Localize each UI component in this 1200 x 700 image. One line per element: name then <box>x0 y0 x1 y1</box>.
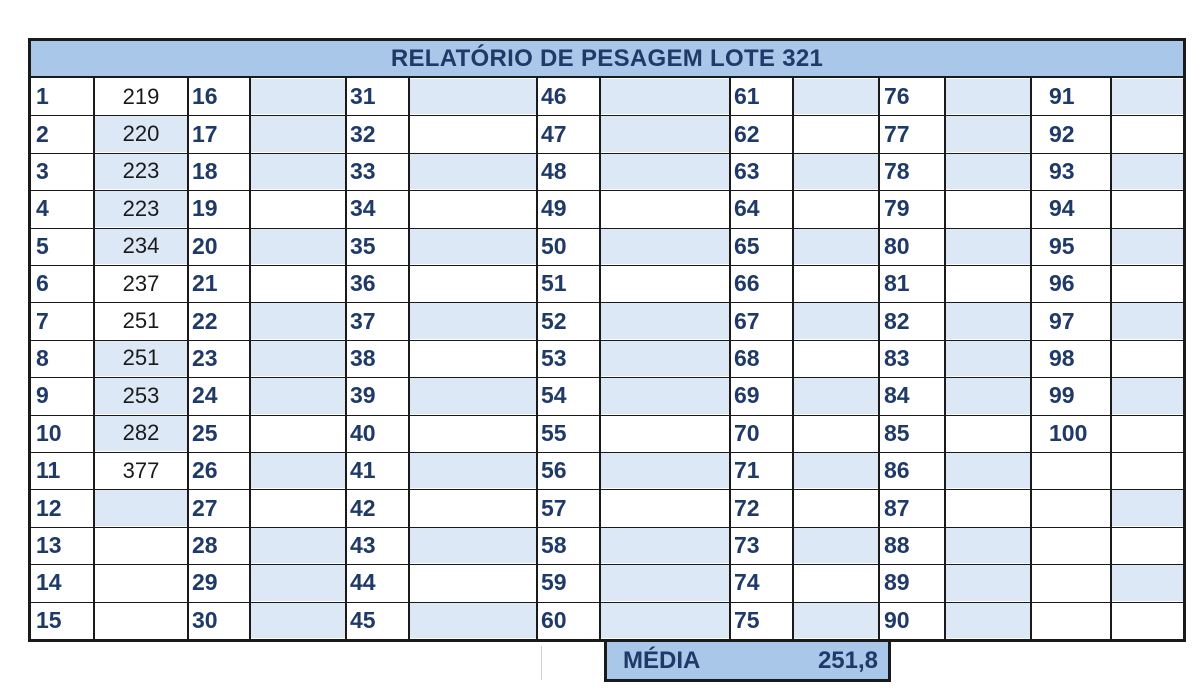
entry-number: 72 <box>734 494 760 521</box>
entry-number: 45 <box>350 606 376 633</box>
entry-weight <box>1112 303 1183 338</box>
entry-number: 95 <box>1049 232 1075 259</box>
entry-weight <box>1112 341 1183 376</box>
entry-number: 87 <box>884 494 910 521</box>
entry-number: 65 <box>734 232 760 259</box>
entry-weight <box>601 490 729 525</box>
entry-weight <box>946 266 1030 301</box>
entry-weight <box>1112 79 1183 114</box>
entry-weight: 234 <box>95 229 187 264</box>
entry-number: 31 <box>350 83 376 110</box>
row-divider <box>31 452 1183 453</box>
entry-number: 69 <box>734 382 760 409</box>
entry-weight <box>601 378 729 413</box>
entry-weight <box>601 416 729 451</box>
entry-number: 85 <box>884 419 910 446</box>
entry-weight <box>601 116 729 151</box>
entry-weight <box>946 453 1030 488</box>
entry-weight <box>95 565 187 600</box>
entry-number <box>1044 527 1110 564</box>
entry-number: 6 <box>36 270 49 297</box>
entry-number: 99 <box>1049 382 1075 409</box>
entry-weight <box>946 191 1030 226</box>
column-divider <box>599 78 601 639</box>
entry-weight <box>251 191 345 226</box>
row-divider <box>31 302 1183 303</box>
column-divider <box>93 78 95 639</box>
entry-weight <box>251 266 345 301</box>
entry-weight <box>410 191 536 226</box>
entry-number: 41 <box>350 457 376 484</box>
entry-weight <box>1112 378 1183 413</box>
entry-weight <box>251 528 345 563</box>
column-divider <box>1030 78 1032 639</box>
entry-weight <box>1112 490 1183 525</box>
entry-number: 78 <box>884 157 910 184</box>
entry-number: 16 <box>192 83 218 110</box>
entry-weight <box>410 341 536 376</box>
entry-weight <box>946 229 1030 264</box>
entry-number: 75 <box>734 606 760 633</box>
entry-weight <box>251 79 345 114</box>
entry-weight <box>1112 603 1183 638</box>
entry-weight <box>410 79 536 114</box>
entry-number: 29 <box>192 569 218 596</box>
entry-weight <box>95 528 187 563</box>
faint-divider <box>541 646 542 680</box>
entry-number: 26 <box>192 457 218 484</box>
entry-weight <box>1112 565 1183 600</box>
entry-weight <box>410 565 536 600</box>
entry-weight <box>601 303 729 338</box>
entry-weight <box>95 490 187 525</box>
entry-weight: 223 <box>95 191 187 226</box>
entry-weight <box>794 79 878 114</box>
entry-weight <box>946 154 1030 189</box>
entry-weight <box>794 565 878 600</box>
entry-number: 25 <box>192 419 218 446</box>
entry-weight <box>95 603 187 638</box>
entry-weight <box>601 341 729 376</box>
entry-weight <box>794 453 878 488</box>
entry-number: 79 <box>884 195 910 222</box>
entry-weight <box>1112 266 1183 301</box>
entry-weight <box>410 416 536 451</box>
entry-number: 47 <box>541 120 567 147</box>
entry-weight <box>601 79 729 114</box>
row-divider <box>31 115 1183 116</box>
entry-number: 88 <box>884 531 910 558</box>
entry-weight: 219 <box>122 83 160 109</box>
entry-weight <box>794 229 878 264</box>
entry-weight <box>251 490 345 525</box>
entry-number: 73 <box>734 531 760 558</box>
entry-weight <box>794 154 878 189</box>
column-divider <box>792 78 794 639</box>
entry-weight <box>251 565 345 600</box>
entry-number: 28 <box>192 531 218 558</box>
entry-weight <box>946 603 1030 638</box>
entry-weight <box>410 490 536 525</box>
entry-weight <box>794 490 878 525</box>
entry-weight <box>794 416 878 451</box>
entry-weight <box>251 116 345 151</box>
entry-number: 54 <box>541 382 567 409</box>
row-divider <box>31 190 1183 191</box>
entry-weight <box>1112 416 1183 451</box>
entry-number: 8 <box>36 344 49 371</box>
row-divider <box>31 564 1183 565</box>
entry-weight <box>410 528 536 563</box>
weighing-grid <box>31 78 1183 639</box>
entry-weight <box>601 229 729 264</box>
entry-weight <box>946 490 1030 525</box>
entry-weight: 251 <box>122 308 160 334</box>
entry-weight <box>410 303 536 338</box>
entry-weight <box>601 528 729 563</box>
row-divider <box>31 228 1183 229</box>
row-divider <box>31 377 1183 378</box>
entry-weight: 220 <box>95 116 187 151</box>
entry-weight <box>251 154 345 189</box>
entry-number: 57 <box>541 494 567 521</box>
entry-number <box>1044 602 1110 639</box>
entry-weight <box>251 378 345 413</box>
entry-weight <box>1112 528 1183 563</box>
entry-number: 76 <box>884 83 910 110</box>
entry-number: 44 <box>350 569 376 596</box>
entry-number: 86 <box>884 457 910 484</box>
entry-number: 83 <box>884 344 910 371</box>
entry-weight <box>410 603 536 638</box>
entry-number: 82 <box>884 307 910 334</box>
entry-number: 89 <box>884 569 910 596</box>
entry-number: 42 <box>350 494 376 521</box>
entry-number: 60 <box>541 606 567 633</box>
entry-weight <box>251 603 345 638</box>
column-divider <box>1110 78 1112 639</box>
entry-weight <box>601 154 729 189</box>
entry-number: 68 <box>734 344 760 371</box>
entry-number: 93 <box>1049 157 1075 184</box>
entry-weight <box>410 453 536 488</box>
entry-weight <box>410 378 536 413</box>
entry-number: 39 <box>350 382 376 409</box>
entry-number: 92 <box>1049 120 1075 147</box>
entry-number: 2 <box>36 120 49 147</box>
weighing-report-table <box>28 38 1186 642</box>
entry-weight: 237 <box>122 270 160 296</box>
entry-weight <box>794 191 878 226</box>
entry-number: 59 <box>541 569 567 596</box>
entry-number: 9 <box>36 382 49 409</box>
row-divider <box>31 265 1183 266</box>
entry-weight: 251 <box>95 341 187 376</box>
entry-weight <box>946 116 1030 151</box>
entry-number: 13 <box>36 531 62 558</box>
entry-number: 10 <box>36 419 62 446</box>
entry-number: 63 <box>734 157 760 184</box>
entry-number: 32 <box>350 120 376 147</box>
entry-weight <box>601 453 729 488</box>
row-divider <box>31 527 1183 528</box>
entry-weight: 223 <box>95 154 187 189</box>
entry-number: 84 <box>884 382 910 409</box>
entry-number: 22 <box>192 307 218 334</box>
entry-number: 50 <box>541 232 567 259</box>
entry-number: 14 <box>36 569 62 596</box>
entry-number: 100 <box>1049 419 1088 446</box>
entry-number: 12 <box>36 494 62 521</box>
entry-weight <box>251 341 345 376</box>
entry-number: 53 <box>541 344 567 371</box>
entry-number: 43 <box>350 531 376 558</box>
entry-weight <box>410 116 536 151</box>
entry-number: 33 <box>350 157 376 184</box>
entry-weight <box>601 603 729 638</box>
row-divider <box>31 489 1183 490</box>
entry-number: 34 <box>350 195 376 222</box>
entry-number: 51 <box>541 270 567 297</box>
entry-number: 38 <box>350 344 376 371</box>
entry-number: 58 <box>541 531 567 558</box>
entry-weight <box>794 378 878 413</box>
entry-number: 70 <box>734 419 760 446</box>
entry-weight <box>946 528 1030 563</box>
entry-number: 94 <box>1049 195 1075 222</box>
report-title: RELATÓRIO DE PESAGEM LOTE 321 <box>31 41 1183 78</box>
entry-weight <box>794 528 878 563</box>
entry-number: 17 <box>192 120 218 147</box>
entry-number: 98 <box>1049 344 1075 371</box>
entry-weight <box>946 565 1030 600</box>
average-value: 251,8 <box>817 646 878 674</box>
entry-weight <box>251 229 345 264</box>
entry-number: 90 <box>884 606 910 633</box>
entry-number: 77 <box>884 120 910 147</box>
entry-weight <box>1112 154 1183 189</box>
entry-number: 23 <box>192 344 218 371</box>
entry-number: 67 <box>734 307 760 334</box>
entry-number: 46 <box>541 83 567 110</box>
entry-number: 19 <box>192 195 218 222</box>
entry-number: 64 <box>734 195 760 222</box>
entry-weight <box>794 116 878 151</box>
entry-number: 7 <box>36 307 49 334</box>
entry-weight <box>410 154 536 189</box>
entry-weight: 282 <box>95 416 187 451</box>
entry-number: 97 <box>1049 307 1075 334</box>
row-divider <box>31 602 1183 603</box>
entry-number: 1 <box>36 83 49 110</box>
entry-number: 66 <box>734 270 760 297</box>
entry-number <box>1044 564 1110 601</box>
entry-number: 18 <box>192 157 218 184</box>
entry-number: 81 <box>884 270 910 297</box>
row-divider <box>31 340 1183 341</box>
entry-number <box>1044 489 1110 526</box>
entry-weight <box>251 303 345 338</box>
entry-weight <box>410 266 536 301</box>
entry-weight <box>601 266 729 301</box>
entry-number: 37 <box>350 307 376 334</box>
entry-number: 40 <box>350 419 376 446</box>
entry-weight <box>410 229 536 264</box>
column-divider <box>408 78 410 639</box>
entry-number: 52 <box>541 307 567 334</box>
entry-number: 91 <box>1049 83 1075 110</box>
row-divider <box>31 153 1183 154</box>
entry-number: 27 <box>192 494 218 521</box>
entry-number: 11 <box>36 457 61 484</box>
entry-weight <box>251 453 345 488</box>
entry-number <box>1044 452 1110 489</box>
entry-number: 48 <box>541 157 567 184</box>
average-summary <box>604 642 891 682</box>
entry-weight <box>794 603 878 638</box>
column-divider <box>944 78 946 639</box>
entry-number: 15 <box>36 606 62 633</box>
entry-number: 20 <box>192 232 218 259</box>
entry-weight <box>946 416 1030 451</box>
entry-weight <box>946 79 1030 114</box>
entry-number: 3 <box>36 157 49 184</box>
column-divider <box>249 78 251 639</box>
entry-weight: 253 <box>95 378 187 413</box>
entry-number: 71 <box>734 457 760 484</box>
entry-weight <box>1112 453 1183 488</box>
entry-number: 36 <box>350 270 376 297</box>
entry-number: 4 <box>36 195 49 222</box>
entry-number: 56 <box>541 457 567 484</box>
entry-weight <box>251 416 345 451</box>
entry-weight <box>794 303 878 338</box>
entry-weight <box>601 565 729 600</box>
entry-number: 24 <box>192 382 218 409</box>
entry-weight <box>1112 116 1183 151</box>
entry-weight <box>946 341 1030 376</box>
entry-number: 35 <box>350 232 376 259</box>
entry-number: 5 <box>36 232 49 259</box>
row-divider <box>31 415 1183 416</box>
entry-number: 21 <box>192 270 218 297</box>
entry-weight <box>1112 229 1183 264</box>
entry-weight <box>1112 191 1183 226</box>
entry-weight <box>794 341 878 376</box>
entry-number: 96 <box>1049 270 1075 297</box>
entry-number: 30 <box>192 606 218 633</box>
entry-weight <box>601 191 729 226</box>
entry-weight <box>946 378 1030 413</box>
entry-weight: 377 <box>122 457 160 483</box>
entry-number: 80 <box>884 232 910 259</box>
entry-number: 74 <box>734 569 760 596</box>
entry-number: 55 <box>541 419 567 446</box>
entry-weight <box>794 266 878 301</box>
entry-number: 61 <box>734 83 760 110</box>
entry-number: 62 <box>734 120 760 147</box>
average-label: MÉDIA <box>623 646 701 674</box>
entry-weight <box>946 303 1030 338</box>
entry-number: 49 <box>541 195 567 222</box>
